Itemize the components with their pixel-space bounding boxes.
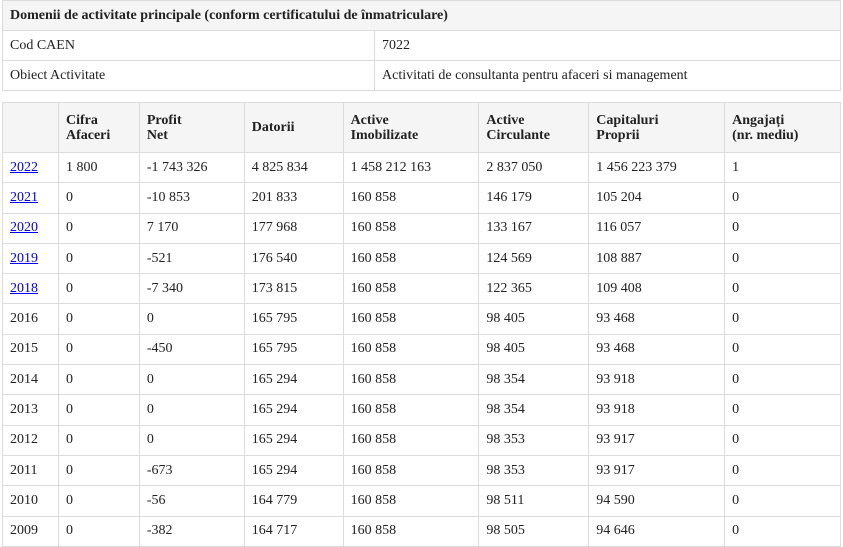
activity-domains-table (2, 0, 841, 91)
datorii-cell: 165 294 (244, 425, 343, 455)
year-cell[interactable] (3, 213, 59, 243)
angajati-cell: 1 (725, 153, 841, 183)
cifra-afaceri-cell: 0 (58, 516, 139, 546)
angajati-cell: 0 (725, 425, 841, 455)
table-row (3, 274, 841, 304)
angajati-cell: 0 (725, 213, 841, 243)
datorii-cell: 164 779 (244, 486, 343, 516)
year-label: 2012 (10, 432, 38, 448)
datorii-cell: 165 795 (244, 334, 343, 364)
year-label: 2010 (10, 492, 38, 508)
year-link[interactable]: 2018 (10, 280, 38, 296)
financial-table (2, 102, 841, 547)
capitaluri-proprii-cell: 93 468 (589, 304, 725, 334)
cifra-afaceri-cell: 0 (58, 304, 139, 334)
year-cell (3, 516, 59, 546)
header-label-line: Net (146, 127, 168, 143)
info-value: 7022 (375, 31, 841, 61)
header-label-line: Cifra (65, 112, 98, 128)
angajati-cell: 0 (725, 486, 841, 516)
active-imobilizate-cell: 1 458 212 163 (343, 153, 479, 183)
table-row (3, 455, 841, 485)
activity-domains-title: Domenii de activitate principale (conform certificatului de înmatriculare) (3, 1, 841, 31)
active-circulante-cell: 124 569 (479, 243, 589, 273)
table-row (3, 183, 841, 213)
table-row (3, 334, 841, 364)
year-cell (3, 365, 59, 395)
active-imobilizate-cell: 160 858 (343, 425, 479, 455)
capitaluri-proprii-cell: 109 408 (589, 274, 725, 304)
profit-net-cell: -56 (139, 486, 244, 516)
capitaluri-proprii-cell: 93 918 (589, 395, 725, 425)
active-imobilizate-cell: 160 858 (343, 486, 479, 516)
table-row (3, 153, 841, 183)
header-label-line: Proprii (596, 127, 640, 143)
info-row-obiect-activitate (3, 61, 841, 91)
profit-net-cell: -673 (139, 455, 244, 485)
angajati-cell: 0 (725, 274, 841, 304)
table-row (3, 395, 841, 425)
table-row (3, 304, 841, 334)
active-circulante-cell: 133 167 (479, 213, 589, 243)
cifra-afaceri-cell: 0 (58, 274, 139, 304)
year-label: 2014 (10, 371, 38, 387)
active-imobilizate-cell: 160 858 (343, 516, 479, 546)
capitaluri-proprii-cell: 94 646 (589, 516, 725, 546)
active-circulante-cell: 98 353 (479, 425, 589, 455)
angajati-cell: 0 (725, 365, 841, 395)
cifra-afaceri-cell: 0 (58, 334, 139, 364)
year-link[interactable]: 2021 (10, 189, 38, 205)
capitaluri-proprii-cell: 93 917 (589, 425, 725, 455)
year-cell (3, 395, 59, 425)
table-row (3, 516, 841, 546)
profit-net-cell: 0 (139, 395, 244, 425)
active-imobilizate-cell: 160 858 (343, 395, 479, 425)
table-row (3, 425, 841, 455)
header-label-line: Datorii (251, 120, 295, 135)
info-value: Activitati de consultanta pentru afaceri si management (375, 61, 841, 91)
profit-net-header (139, 103, 244, 153)
cifra-afaceri-cell: 0 (58, 243, 139, 273)
active-imobilizate-cell: 160 858 (343, 455, 479, 485)
cifra-afaceri-cell: 0 (58, 486, 139, 516)
active-circulante-cell: 98 505 (479, 516, 589, 546)
year-label: 2016 (10, 311, 38, 327)
year-link[interactable]: 2019 (10, 250, 38, 266)
active-circulante-cell: 2 837 050 (479, 153, 589, 183)
active-imobilizate-cell: 160 858 (343, 274, 479, 304)
header-label-line: (nr. mediu) (732, 127, 799, 143)
active-imobilizate-cell: 160 858 (343, 304, 479, 334)
capitaluri-proprii-cell: 93 917 (589, 455, 725, 485)
header-label-line: Active (350, 112, 389, 128)
profit-net-cell: 0 (139, 304, 244, 334)
profit-net-cell: 0 (139, 425, 244, 455)
capitaluri-proprii-cell: 1 456 223 379 (589, 153, 725, 183)
datorii-cell: 177 968 (244, 213, 343, 243)
cifra-afaceri-cell: 0 (58, 183, 139, 213)
active-circulante-cell: 98 511 (479, 486, 589, 516)
profit-net-cell: 7 170 (139, 213, 244, 243)
angajati-cell: 0 (725, 455, 841, 485)
year-cell[interactable] (3, 183, 59, 213)
capitaluri-proprii-header (589, 103, 725, 153)
active-imobilizate-cell: 160 858 (343, 243, 479, 273)
year-link[interactable]: 2020 (10, 220, 38, 236)
capitaluri-proprii-cell: 93 918 (589, 365, 725, 395)
active-circulante-cell: 98 405 (479, 334, 589, 364)
table-row (3, 243, 841, 273)
info-label: Cod CAEN (3, 31, 375, 61)
profit-net-cell: -521 (139, 243, 244, 273)
table-row (3, 486, 841, 516)
cifra-afaceri-cell: 0 (58, 365, 139, 395)
active-circulante-cell: 98 405 (479, 304, 589, 334)
year-cell (3, 304, 59, 334)
datorii-cell: 173 815 (244, 274, 343, 304)
active-circulante-cell: 98 354 (479, 365, 589, 395)
datorii-cell: 4 825 834 (244, 153, 343, 183)
capitaluri-proprii-cell: 94 590 (589, 486, 725, 516)
active-imobilizate-cell: 160 858 (343, 334, 479, 364)
active-circulante-cell: 98 354 (479, 395, 589, 425)
financial-table-header (3, 103, 841, 153)
cifra-afaceri-cell: 1 800 (58, 153, 139, 183)
cifra-afaceri-cell: 0 (58, 213, 139, 243)
angajati-cell: 0 (725, 304, 841, 334)
angajati-cell: 0 (725, 243, 841, 273)
header-label-line: Profit (146, 112, 182, 128)
capitaluri-proprii-cell: 116 057 (589, 213, 725, 243)
table-row (3, 365, 841, 395)
profit-net-cell: 0 (139, 365, 244, 395)
profit-net-cell: -10 853 (139, 183, 244, 213)
profit-net-cell: -382 (139, 516, 244, 546)
year-label: 2015 (10, 341, 38, 357)
datorii-cell: 165 294 (244, 395, 343, 425)
datorii-cell: 164 717 (244, 516, 343, 546)
profit-net-cell: -1 743 326 (139, 153, 244, 183)
header-label-line: Imobilizate (350, 127, 419, 143)
profit-net-cell: -7 340 (139, 274, 244, 304)
header-label-line: Active (486, 112, 525, 128)
year-label: 2013 (10, 402, 38, 418)
active-imobilizate-header (343, 103, 479, 153)
angajati-cell: 0 (725, 334, 841, 364)
year-cell[interactable] (3, 153, 59, 183)
angajati-cell: 0 (725, 183, 841, 213)
cifra-afaceri-cell: 0 (58, 395, 139, 425)
datorii-cell: 165 294 (244, 365, 343, 395)
active-imobilizate-cell: 160 858 (343, 183, 479, 213)
year-header (3, 103, 59, 153)
cifra-afaceri-cell: 0 (58, 425, 139, 455)
year-link[interactable]: 2022 (10, 159, 38, 175)
capitaluri-proprii-cell: 108 887 (589, 243, 725, 273)
header-label-line: Angajați (732, 112, 785, 128)
year-label: 2011 (10, 462, 38, 478)
year-cell[interactable] (3, 243, 59, 273)
active-circulante-cell: 146 179 (479, 183, 589, 213)
active-circulante-cell: 122 365 (479, 274, 589, 304)
year-cell (3, 455, 59, 485)
datorii-cell: 201 833 (244, 183, 343, 213)
active-imobilizate-cell: 160 858 (343, 365, 479, 395)
angajati-cell: 0 (725, 516, 841, 546)
datorii-cell: 176 540 (244, 243, 343, 273)
cifra-afaceri-cell: 0 (58, 455, 139, 485)
active-imobilizate-cell: 160 858 (343, 213, 479, 243)
angajati-header (725, 103, 841, 153)
datorii-cell: 165 795 (244, 304, 343, 334)
year-cell (3, 334, 59, 364)
header-label-line: Capitaluri (596, 112, 659, 128)
datorii-header (244, 103, 343, 153)
table-row (3, 213, 841, 243)
profit-net-cell: -450 (139, 334, 244, 364)
capitaluri-proprii-cell: 93 468 (589, 334, 725, 364)
info-row-cod-caen (3, 31, 841, 61)
info-label: Obiect Activitate (3, 61, 375, 91)
year-label: 2009 (10, 523, 38, 539)
datorii-cell: 165 294 (244, 455, 343, 485)
header-label-line: Circulante (486, 127, 550, 143)
angajati-cell: 0 (725, 395, 841, 425)
capitaluri-proprii-cell: 105 204 (589, 183, 725, 213)
active-circulante-cell: 98 353 (479, 455, 589, 485)
active-circulante-header (479, 103, 589, 153)
year-cell[interactable] (3, 274, 59, 304)
cifra-afaceri-header (58, 103, 139, 153)
year-cell (3, 486, 59, 516)
header-label-line: Afaceri (65, 127, 111, 143)
year-cell (3, 425, 59, 455)
